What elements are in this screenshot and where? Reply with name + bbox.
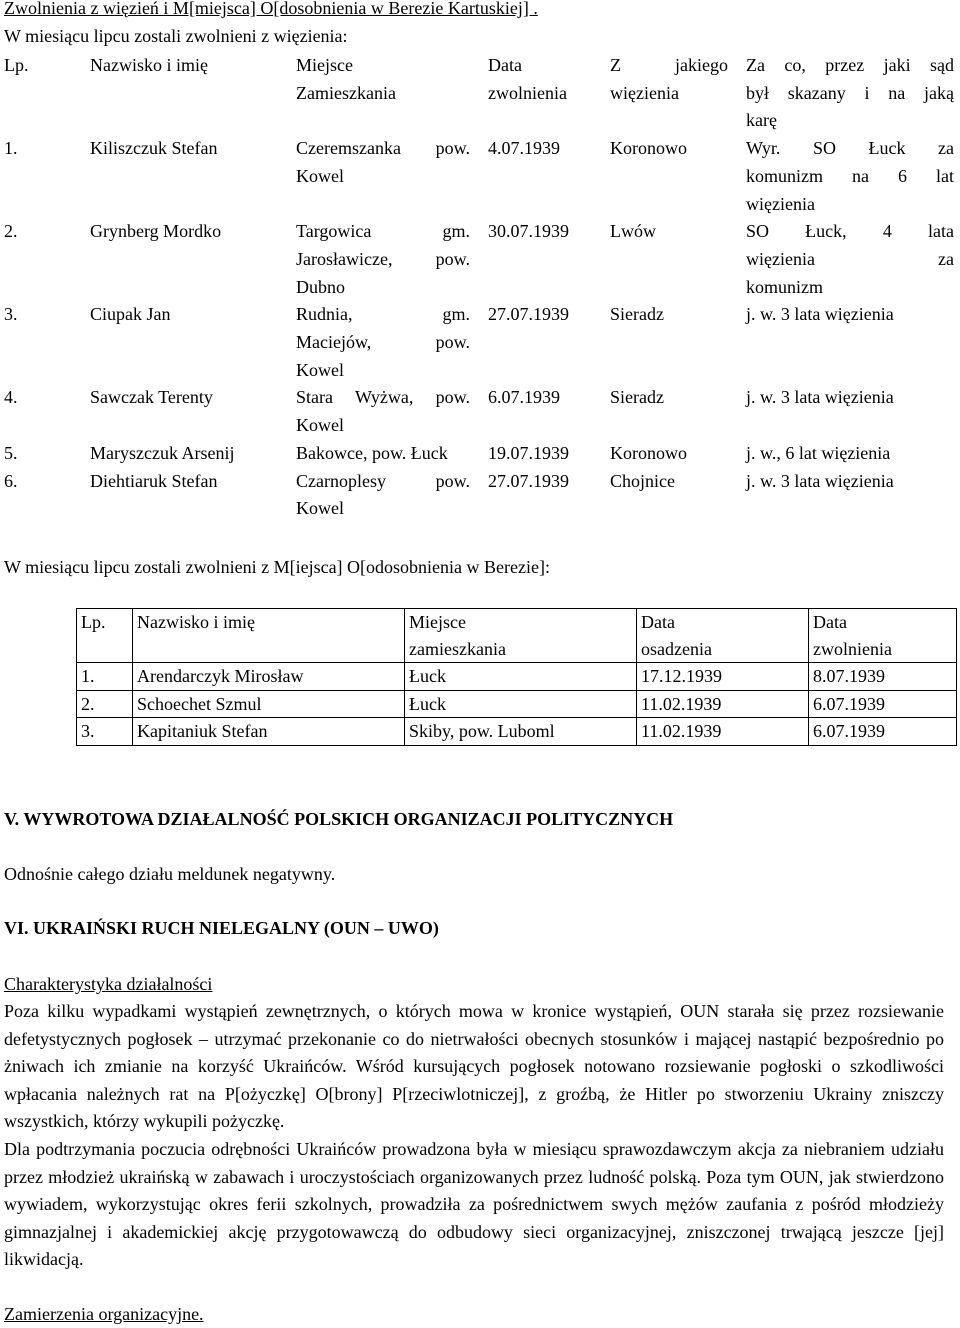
row-date: 19.07.1939	[488, 442, 569, 463]
header-lp: Lp.	[77, 609, 133, 663]
header-crime: Za co, przez jaki sąd był skazany i na jaką karę	[746, 55, 954, 131]
row-name: Schoechet Szmul	[133, 690, 405, 718]
row-place: Łuck	[405, 690, 637, 718]
section6-paragraph-1: Poza kilku wypadkami wystąpień zewnętrznych, o których mowa w kronice wystąpień, OUN starała się przez rozsiewanie defetystycznych pogłosek – utrzymać przekonanie co do nietrwałości obecnych stosunków i mającej nastąpić bezpośrednio po żniwach ich zmianie na korzyść Ukraińców. Wśród kursujących pogłosek notowano rozsiewanie pogłoski o szkodliwości wpłacania należnych rat na P[ożyczkę] O[brony] P[rzeciwlotniczej], z groźbą, że Hitler po stworzeniu Ukrainy zniszczy wszystkich, którzy wykupili pożyczkę.	[4, 1001, 944, 1132]
row-lp: 3.	[4, 304, 18, 325]
table-row	[4, 135, 954, 218]
releases-prison-table	[4, 52, 954, 523]
row-lp: 2.	[4, 221, 18, 242]
row-lp: 4.	[4, 387, 18, 408]
row-lp: 1.	[77, 663, 133, 691]
row-prison: Lwów	[610, 221, 656, 242]
row-lp: 5.	[4, 442, 18, 463]
header-place: Miejsce zamieszkania	[405, 609, 637, 663]
section5-heading: V. WYWROTOWA DZIAŁALNOŚĆ POLSKICH ORGANIZACJI POLITYCZNYCH	[4, 809, 674, 829]
header-line-2: W miesiącu lipcu zostali zwolnieni z więzienia:	[4, 26, 348, 46]
row-crime: Wyr. SO Łuck za komunizm na 6 lat więzienia	[746, 138, 954, 214]
row-prison: Sieradz	[610, 387, 664, 408]
row-place: Rudnia, gm. Maciejów, pow. Kowel	[296, 304, 470, 380]
row-name: Arendarczyk Mirosław	[133, 663, 405, 691]
row-place: Czarnoplesy pow. Kowel	[296, 470, 470, 519]
row-name: Diehtiaruk Stefan	[90, 470, 218, 491]
header-date-in: Data osadzenia	[637, 609, 809, 663]
releases-bereza-table	[76, 608, 957, 746]
row-date: 6.07.1939	[488, 387, 560, 408]
row-crime: j. w. 3 lata więzienia	[746, 470, 894, 491]
table-row	[77, 663, 957, 691]
section6-paragraph-2: Dla podtrzymania poczucia odrębności Ukraińców prowadzona była w miesiącu sprawozdawczym akcja za niebraniem udziału przez młodzież ukraińską w zabawach i uroczystościach organizowanych przez ludność polską. Poza tym OUN, jak stwierdzono wywiadem, wykorzystując okres ferii szkolnych, prowadziła za pośrednictwem swych mężów zaufania z pośród młodzieży gimnazjalnej i akademickiej akcję przygotowawczą do odbudowy sieci organizacyjnej, zniszczonej trwającą jeszcze [jej] likwidacją.	[4, 1139, 944, 1270]
header-prison: Z jakiego więzienia	[610, 55, 728, 103]
row-crime: j. w. 3 lata więzienia	[746, 304, 894, 325]
row-date-in: 17.12.1939	[637, 663, 809, 691]
table-row	[4, 468, 954, 523]
header-date-out: Data zwolnienia	[809, 609, 957, 663]
row-prison: Koronowo	[610, 138, 687, 159]
table-row	[77, 690, 957, 718]
row-crime: SO Łuck, 4 lata więzienia za komunizm	[746, 221, 954, 297]
table-row	[77, 718, 957, 746]
row-date-out: 6.07.1939	[809, 718, 957, 746]
table-header-row	[77, 609, 957, 663]
row-prison: Koronowo	[610, 442, 687, 463]
section6-heading: VI. UKRAIŃSKI RUCH NIELEGALNY (OUN – UWO)	[4, 918, 439, 938]
row-place: Łuck	[405, 663, 637, 691]
row-date: 4.07.1939	[488, 138, 560, 159]
row-place: Bakowce, pow. Łuck	[296, 442, 448, 463]
row-name: Sawczak Terenty	[90, 387, 213, 408]
header-date: Data zwolnienia	[488, 55, 567, 103]
table-row	[4, 384, 954, 439]
row-name: Maryszczuk Arsenij	[90, 442, 235, 463]
row-date-in: 11.02.1939	[637, 718, 809, 746]
section2-intro: W miesiącu lipcu zostali zwolnieni z M[iejsca] O[odosobnienia w Berezie]:	[4, 557, 550, 577]
row-lp: 1.	[4, 138, 18, 159]
row-lp: 6.	[4, 470, 18, 491]
table-row	[4, 440, 954, 468]
row-date: 27.07.1939	[488, 470, 569, 491]
table-header-row	[4, 52, 954, 135]
section5-text: Odnośnie całego działu meldunek negatywny.	[4, 864, 336, 884]
row-date-in: 11.02.1939	[637, 690, 809, 718]
section6-subheading: Charakterystyka działalności	[4, 974, 213, 994]
row-place: Czeremszanka pow. Kowel	[296, 138, 470, 186]
header-place: Miejsce Zamieszkania	[296, 55, 396, 103]
header-lp: Lp.	[4, 55, 29, 75]
row-place: Skiby, pow. Luboml	[405, 718, 637, 746]
row-date-out: 8.07.1939	[809, 663, 957, 691]
row-date-out: 6.07.1939	[809, 690, 957, 718]
row-name: Kiliszczuk Stefan	[90, 138, 218, 159]
row-prison: Chojnice	[610, 470, 675, 491]
row-crime: j. w. 3 lata więzienia	[746, 387, 894, 408]
table-row	[4, 218, 954, 301]
table-row	[4, 301, 954, 384]
section6-subheading-2: Zamierzenia organizacyjne.	[4, 1304, 204, 1324]
row-prison: Sieradz	[610, 304, 664, 325]
row-date: 30.07.1939	[488, 221, 569, 242]
row-date: 27.07.1939	[488, 304, 569, 325]
row-name: Grynberg Mordko	[90, 221, 222, 242]
row-place: Stara Wyżwa, pow. Kowel	[296, 387, 470, 436]
row-place: Targowica gm. Jarosławicze, pow. Dubno	[296, 221, 470, 297]
row-crime: j. w., 6 lat więzienia	[746, 442, 891, 463]
row-lp: 2.	[77, 690, 133, 718]
row-name: Kapitaniuk Stefan	[133, 718, 405, 746]
header-line-1: Zwolnienia z więzień i M[miejsca] O[dosobnienia w Berezie Kartuskiej] .	[4, 0, 538, 18]
header-name: Nazwisko i imię	[133, 609, 405, 663]
row-lp: 3.	[77, 718, 133, 746]
row-name: Ciupak Jan	[90, 304, 171, 325]
header-name: Nazwisko i imię	[90, 55, 208, 75]
